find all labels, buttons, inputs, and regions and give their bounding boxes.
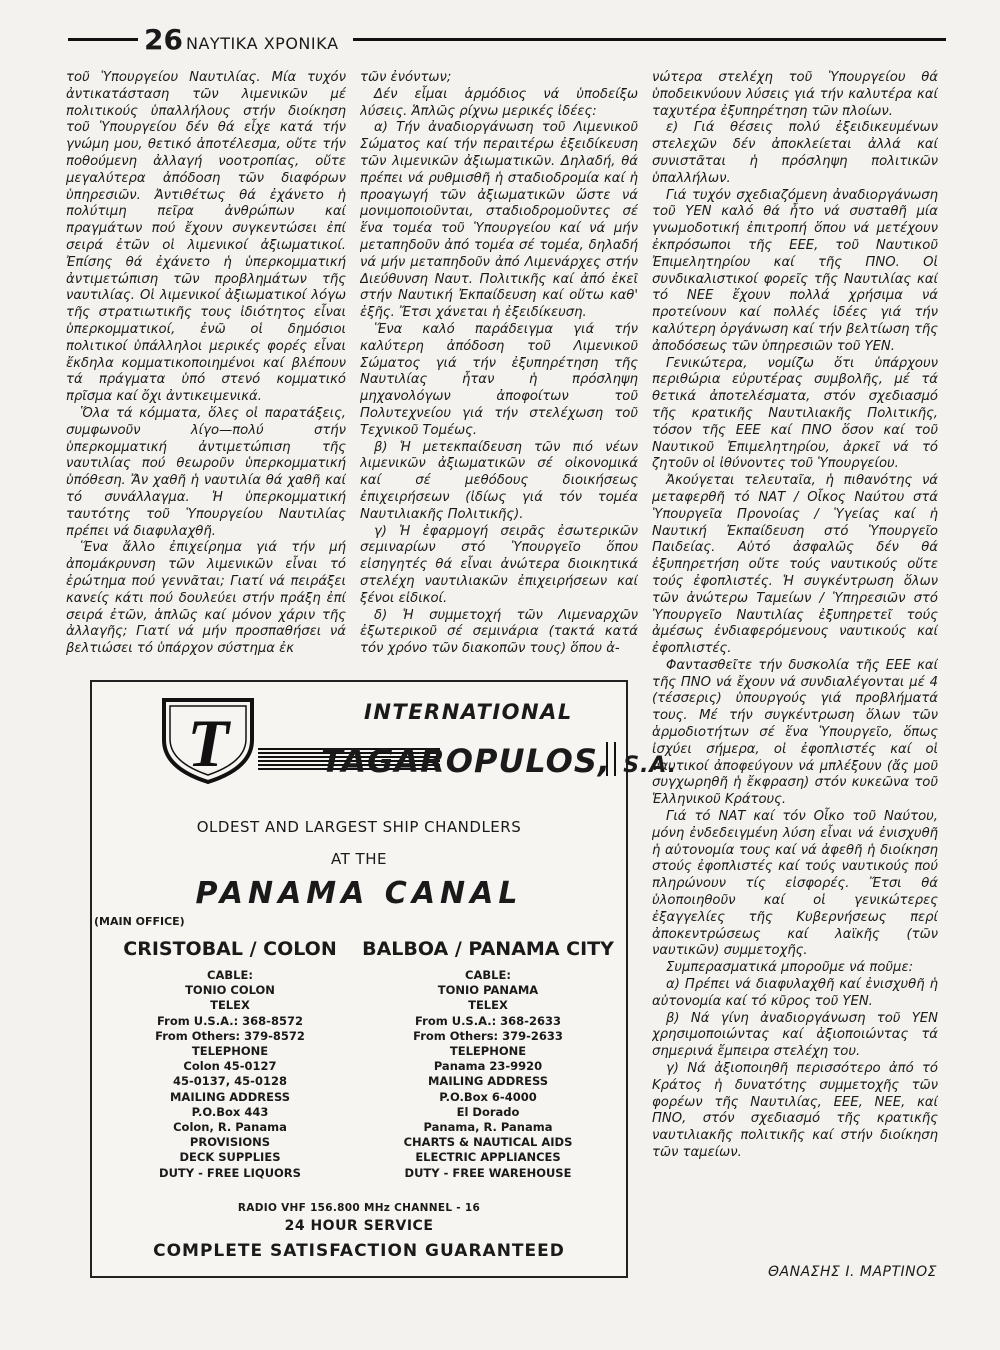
office-balboa: [358, 938, 618, 1181]
paragraph: τοῦ Ὑπουργείου Ναυτιλίας. Μία τυχόν ἀντικατάσταση τῶν λιμενικῶν μέ πολιτικούς ὑπαλλήλους στήν διοίκηση τοῦ Ὑπουργείου δέν θά εἶχε κατά τήν γνώμη μου, θετικό ἀποτέλεσμα, οὔτε τήν ποθούμενη ἀλλαγή νοοτροπίας, οὔτε μεγαλύτερα ἀπόδοση τῶν διαφόρων ὑπηρεσιῶν. Ἀντιθέτως θά ἐχάνετο ἡ πολύτιμη πεῖρα ἀνθρώπων καί πραγμάτων πού ἔχουν συγκεντώσει ἐπί σειρά ἐτῶν οἱ λιμενικοί ἀξιωματικοί. Ἐπίσης θά ἐχάνετο ἡ ὑπερκομματική ἀντιμετώπιση τῶν προβλημάτων τῆς ναυτιλίας. Οἱ λιμενικοί ἀξιωματικοί λόγω τῆς στρατιωτικῆς τους ἰδιότητος εἶναι ὑπερκομματικοί, ἐνῶ οἱ δημόσιοι πολιτικοί ὑπάλληλοι μερικές φορές εἶναι ἔκδηλα κομματικοποιημένοι καί βλέπουν τά πράγματα ὑπό στενό κομματικό πρῖσμα καί ὄχι ἀντικειμενικά.: [66, 70, 346, 405]
office-line: 45-0137, 45-0128: [173, 1074, 287, 1089]
paragraph: νώτερα στελέχη τοῦ Ὑπουργείου θά ὑποδεικνύουν λύσεις γιά τήν καλυτέρα καί ταχυτέρα ἐξυπηρέτηση τῶν πλοίων.: [652, 70, 938, 119]
paragraph: γ) Νά ἀξιοποιηθῆ περισσότερο ἀπό τό Κράτος ἡ δυνατότης συμμετοχῆς τῶν φορέων τῆς Ναυτιλίας, ΕΕΕ, ΝΕΕ, καί ΠΝΟ, στόν σχεδιασμό τῆς κρατικῆς ναυτιλιακῆς πολιτικῆς καί στήν διοίκηση τῶν ταμείων.: [652, 1061, 938, 1160]
paragraph: Φαντασθεῖτε τήν δυσκολία τῆς ΕΕΕ καί τῆς ΠΝΟ νά ἔχουν νά συνδιαλέγονται μέ 4 (τέσσερις) ὑπουργούς γιά προβλήματά τους. Μέ τήν συγκέντρωση ὅλων τῶν ἁρμοδιοτήτων σέ ἕνα Ὑπουργεῖο, ὅπως ἰσχύει σήμερα, οἱ ἐφοπλιστές καί οἱ ναυτικοί ἀποφεύγουν νά μπλέξουν (ἄς μοῦ συγχωρηθῆ ἡ ἔκφραση) στόν κυκεῶνα τοῦ Ἑλληνικοῦ Κράτους.: [652, 657, 938, 808]
paragraph: Ἕνα καλό παράδειγμα γιά τήν καλύτερη ἀπόδοση τοῦ Λιμενικοῦ Σώματος γιά τήν ἐξυπηρέτηση τῆς Ναυτιλίας ἦταν ἡ πρόσληψη μηχανολόγων ἀποφοίτων τοῦ Πολυτεχνείου γιά τήν στελέχωση τοῦ Τεχνικοῦ Τομέως.: [360, 321, 638, 438]
ad-location: PANAMA CANAL: [195, 876, 523, 911]
office-line: DECK SUPPLIES: [179, 1150, 281, 1165]
office-line: MAILING ADDRESS: [427, 1074, 549, 1089]
paragraph: α) Τήν ἀναδιοργάνωση τοῦ Λιμενικοῦ Σώματος καί τήν περαιτέρω ἐξειδίκευση τῶν λιμενικῶν ἀξιωματικῶν. Δηλαδή, θά πρέπει νά ρυθμισθῆ ἡ σταδιοδρομία καί ἡ προαγωγή τῶν ἀξιωματικῶν ὥστε νά μονιμοποιοῦνται, σταδιοδρομοῦντες σέ ἕνα τομέα τοῦ Ὑπουργείου καί νά μήν μεταπηδοῦν ἀπό τομέα σέ τομέα, δηλαδή νά μήν μεταπηδοῦν ἀπό Λιμενάρχες στήν Διεύθυνση Ναυτ. Πολιτικῆς καί ἀπό ἐκεῖ στήν Ναυτική Ἐκπαίδευση καί οὕτω καθ' ἑξῆς. Ἔτσι χάνεται ἡ ἐξειδίκευση.: [360, 120, 638, 321]
office-line: TONIO COLON: [185, 983, 275, 998]
company-name: [321, 742, 677, 780]
paragraph: Ἀκούγεται τελευταῖα, ἡ πιθανότης νά μεταφερθῆ τό ΝΑΤ / Οἶκος Ναύτου στά Ὑπουργεῖα Προνοίας / Ὑγείας καί ἡ Ναυτική Ἐκπαίδευση στό Ὑπουργεῖο Παιδείας. Αὐτό ἀσφαλῶς δέν θά ἐξυπηρετήση οὔτε τούς ναυτικούς οὔτε τούς ἐφοπλιστές. Ἡ συγκέντρωση ὅλων τῶν ἀνώτερω Ταμείων / Ὑπηρεσιῶν στό Ὑπουργεῖο Ναυτιλίας ἐξυπηρετεῖ τούς ἀμέσως ἐνδιαφερόμενους ναυτικούς καί ἐφοπλιστές.: [652, 473, 938, 657]
paragraph: γ) Ἡ ἐφαρμογή σειρᾶς ἐσωτερικῶν σεμιναρίων στό Ὑπουργεῖο ὅπου εἰσηγητές θά εἶναι ἀνώτερα διοικητικά στελέχη ναυτιλιακῶν ἐπιχειρήσεων καί ξένοι εἰδικοί.: [360, 523, 638, 606]
office-line: TELEPHONE: [191, 1044, 269, 1059]
office-line: DUTY - FREE LIQUORS: [159, 1165, 301, 1180]
guarantee-slogan: COMPLETE SATISFACTION GUARANTEED: [153, 1241, 565, 1261]
office-line: MAILING ADDRESS: [169, 1089, 291, 1104]
office-city: BALBOA / PANAMA CITY: [362, 938, 614, 960]
office-line: CABLE:: [207, 968, 253, 982]
article-column-2: [360, 70, 638, 670]
office-line: TELEPHONE: [449, 1044, 527, 1059]
logo-letter: T: [187, 705, 229, 781]
office-line: Panama, R. Panama: [423, 1120, 553, 1135]
office-line: From U.S.A.: 368-8572: [157, 1013, 303, 1028]
office-cristobal: [100, 938, 360, 1181]
paragraph: β) Νά γίνη ἀναδιοργάνωση τοῦ ΥΕΝ χρησιμοποιώντας καί ἀξιοποιώντας τά σημερινά ἔμπειρα στελέχη του.: [652, 1010, 938, 1060]
radio-channel: RADIO VHF 156.800 MHz CHANNEL - 16: [237, 1202, 481, 1214]
office-line: TELEX: [210, 998, 250, 1013]
paragraph: δ) Ἡ συμμετοχή τῶν Λιμεναρχῶν ἐξωτερικοῦ σέ σεμινάρια (τακτά κατά τόν χρόνο τῶν διακοπῶν τους) ὅπου ἀ-: [360, 607, 638, 657]
company-name-end-bar: [606, 742, 616, 776]
office-line: Colon, R. Panama: [173, 1120, 287, 1135]
office-line: From Others: 379-2633: [413, 1028, 563, 1043]
office-line: PROVISIONS: [189, 1135, 271, 1150]
office-line: P.O.Box 6-4000: [439, 1089, 537, 1104]
office-line: TONIO PANAMA: [437, 983, 539, 998]
office-line: DUTY - FREE WAREHOUSE: [404, 1165, 572, 1180]
paragraph: Γιά τό ΝΑΤ καί τόν Οἶκο τοῦ Ναύτου, μόνη ἐνδεδειγμένη λύση εἶναι νά ἐνισχυθῆ ἡ αὐτονομία τους καί νά ἀφεθῆ ἡ διοίκηση στούς ἐφοπλιστές καί τούς ναυτικούς πού πληρώνουν τίς εἰσφορές. Ἔτσι θά ὑλοποιηθοῦν καί οἱ γενικώτερες ἐξαγγελίες τῆς Κυβερνήσεως περί ἀποκεντρώσεως καί λαϊκῆς (τῶν ναυτικῶν) συμμετοχῆς.: [652, 809, 938, 959]
page-header: [68, 23, 946, 62]
ad-tagline: OLDEST AND LARGEST SHIP CHANDLERS: [196, 818, 522, 836]
office-line: CABLE:: [465, 968, 511, 982]
paragraph: β) Ἡ μετεκπαίδευση τῶν πιό νέων λιμενικῶν ἀξιωματικῶν σέ οἰκονομικά καί σέ μεθόδους διοικήσεως ἐπιχειρήσεων (ἰδίως γιά τόν τομέα Ναυτιλιακῆς Πολιτικῆς).: [360, 439, 638, 522]
office-line: El Dorado: [456, 1104, 520, 1119]
paragraph: α) Πρέπει νά διαφυλαχθῆ καί ἐνισχυθῆ ἡ αὐτονομία καί τό κῦρος τοῦ ΥΕΝ.: [652, 977, 938, 1009]
paragraph: Δέν εἶμαι ἁρμόδιος νά ὑποδείξω λύσεις. Ἁπλῶς ρίχνω μερικές ἰδέες:: [360, 86, 638, 119]
office-line: ELECTRIC APPLIANCES: [415, 1150, 561, 1165]
office-city: CRISTOBAL / COLON: [123, 938, 337, 960]
office-line: From U.S.A.: 368-2633: [415, 1013, 561, 1028]
author-signature: ΘΑΝΑΣΗΣ Ι. ΜΑΡΤΙΝΟΣ: [768, 1264, 937, 1280]
paragraph: Ὅλα τά κόμματα, ὅλες οἱ παρατάξεις, συμφωνοῦν λίγο—πολύ στήν ὑπερκομματική ἀντιμετώπιση τῆς ναυτιλίας πού θεωροῦν ὑπερκομματική ὑπόθεση. Ἄν χαθῆ ἡ ναυτιλία θά χαθῆ καί τό συνάλλαγμα. Ἡ ὑπερκομματική ταυτότης τοῦ Ὑπουργείου Ναυτιλίας πρέπει νά διαφυλαχθῆ.: [66, 405, 346, 539]
office-line: P.O.Box 443: [191, 1104, 269, 1119]
company-logo-shield: [158, 694, 258, 784]
office-line: From Others: 379-8572: [155, 1028, 305, 1043]
paragraph: Ἕνα ἄλλο ἐπιχείρημα γιά τήν μή ἀπομάκρυνση τῶν λιμενικῶν εἶναι τό ἐρώτημα πού γεννᾶται; Γιατί νά πειράξει κανείς κάτι πού δουλεύει στήν πράξη ἐπί σειρά ἐτῶν, ἁπλῶς καί μόνον χάριν τῆς ἀλλαγῆς; Γιατί νά μήν προσπαθήσει νά βελτιώσει τό ὑπάρχον σύστημα ἐκ: [66, 540, 346, 657]
article-column-1: [66, 70, 346, 670]
paragraph: Γενικώτερα, νομίζω ὅτι ὑπάρχουν περιθώρια εὐρυτέρας συμβολῆς, μέ τά θετικά ἀποτελέσματα, στόν σχεδιασμό τῆς κρατικῆς Ναυτιλιακῆς Πολιτικῆς, τόσον τῆς ΕΕΕ καί ΠΝΟ ὅσον καί τοῦ Ναυτικοῦ Ἐπιμελητηρίου, ἀρκεῖ νά τό ζητοῦν οἱ ἰθύνοντες τοῦ Ὑπουργείου.: [652, 355, 938, 472]
paragraph: τῶν ἐνόντων;: [360, 70, 452, 85]
paragraph: ε) Γιά θέσεις πολύ ἐξειδικευμένων στελεχῶν δέν ἀποκλείεται ἀλλά καί συνιστᾶται ἡ πρόσληψη πολιτικῶν ὑπαλλήλων.: [652, 120, 938, 186]
publication-title: ΝΑΥΤΙΚΑ ΧΡΟΝΙΚΑ: [186, 34, 339, 53]
office-line: Panama 23-9920: [433, 1059, 543, 1074]
header-rule-left: [68, 38, 138, 41]
main-office-label: (MAIN OFFICE): [94, 915, 185, 928]
advertisement: [90, 680, 678, 1278]
company-name-text: TAGAROPULOS,: [321, 742, 612, 780]
header-rule-right: [353, 38, 946, 41]
company-suffix: S.A.: [623, 753, 678, 778]
page-number: 26: [144, 23, 183, 56]
office-line: Colon 45-0127: [183, 1059, 277, 1074]
ad-line-international: INTERNATIONAL: [364, 700, 573, 724]
service-hours: 24 HOUR SERVICE: [284, 1218, 434, 1234]
article-column-3: [652, 70, 938, 1250]
paragraph: Γιά τυχόν σχεδιαζόμενη ἀναδιοργάνωση τοῦ ΥΕΝ καλό θά ἦτο νά συσταθῆ μία γνωμοδοτική ἐπιτροπή ὅπου νά μετέχουν ἐκπρόσωποι τῆς ΕΕΕ, τοῦ Ναυτικοῦ Ἐπιμελητηρίου καί τῆς ΠΝΟ. Οἱ συνδικαλιστικοί φορεῖς τῆς Ναυτιλίας καί τό ΝΕΕ ἔχουν πολλά χρήσιμα νά προτείνουν καί πολλές ἰδέες γιά τήν καλύτερη ὀργάνωση καί τήν βελτίωση τῆς ἀποδόσεως τῶν ὑπηρεσιῶν τοῦ ΥΕΝ.: [652, 187, 938, 354]
ad-at-the: AT THE: [331, 850, 387, 868]
office-line: CHARTS & NAUTICAL AIDS: [403, 1135, 573, 1150]
paragraph: Συμπερασματικά μποροῦμε νά ποῦμε:: [666, 960, 914, 976]
office-line: TELEX: [468, 998, 508, 1013]
